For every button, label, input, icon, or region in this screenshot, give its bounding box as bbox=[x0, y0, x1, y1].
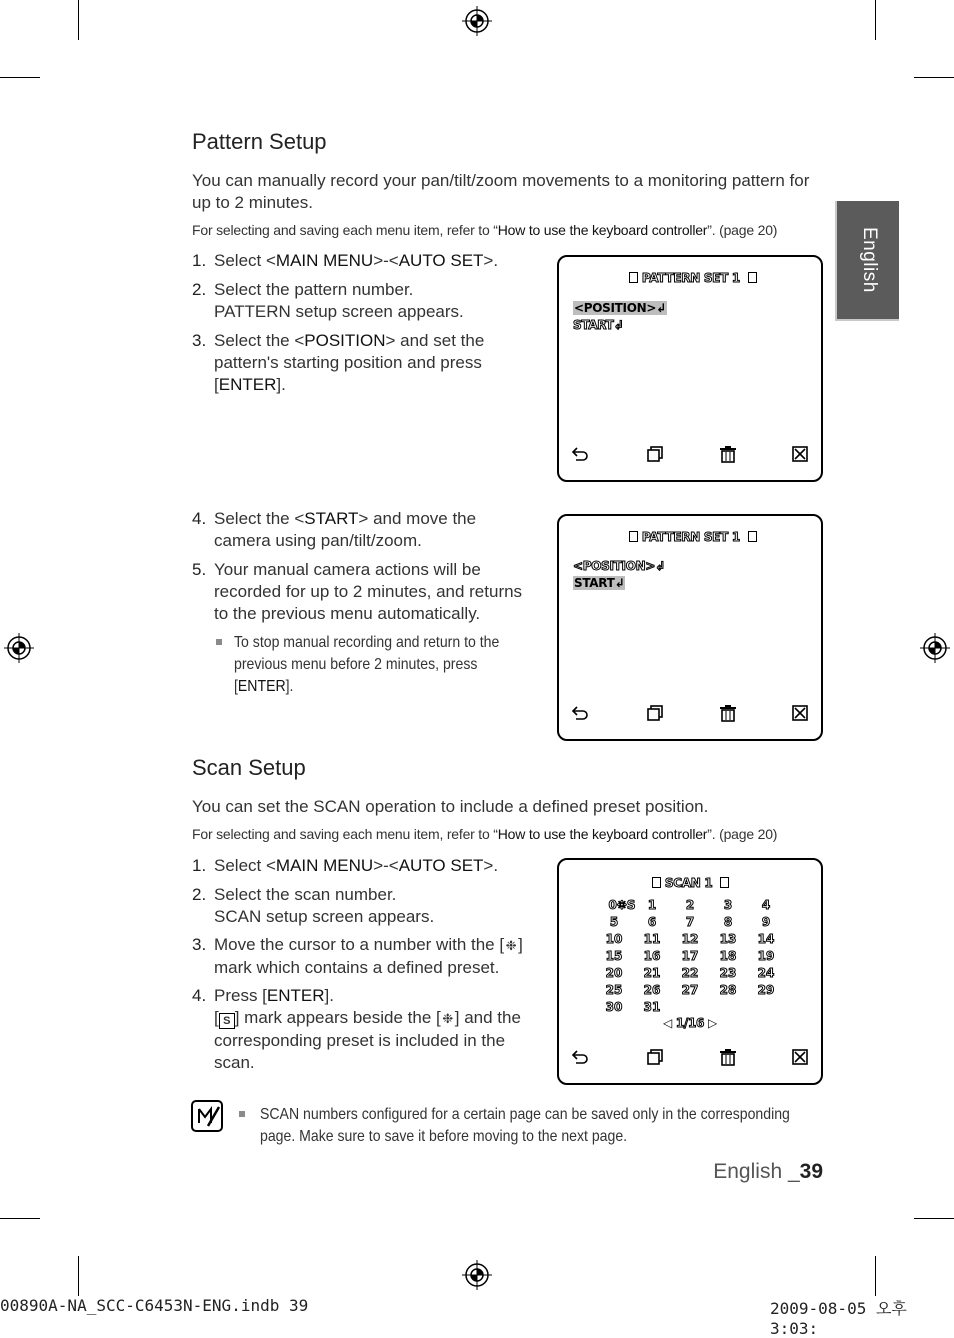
scan-cell[interactable]: 13 bbox=[719, 932, 737, 946]
crop-mark bbox=[78, 0, 79, 40]
scan-cell-selected[interactable]: 0❉S bbox=[608, 898, 636, 912]
copy-icon[interactable] bbox=[646, 1048, 664, 1066]
scan-cell[interactable]: 27 bbox=[681, 983, 699, 997]
reference-link: How to use the keyboard controller bbox=[497, 222, 708, 238]
scan-cell[interactable]: 2 bbox=[685, 898, 695, 912]
scan-cell[interactable]: 16 bbox=[643, 949, 661, 963]
scan-cell[interactable]: 19 bbox=[757, 949, 775, 963]
pattern-screen-1 bbox=[557, 255, 823, 482]
crop-mark bbox=[78, 1256, 79, 1296]
print-footer-file: 00890A-NA_SCC-C6453N-ENG.indb 39 bbox=[0, 1296, 309, 1315]
osd-title: PATTERN SET 1 bbox=[629, 271, 757, 285]
scan-cell[interactable]: 11 bbox=[643, 932, 661, 946]
back-icon[interactable] bbox=[571, 705, 591, 721]
scan-cell[interactable]: 7 bbox=[685, 915, 695, 929]
osd-title: PATTERN SET 1 bbox=[629, 530, 757, 544]
crop-mark bbox=[875, 0, 876, 40]
scan-cell[interactable]: 26 bbox=[643, 983, 661, 997]
crop-mark bbox=[914, 1218, 954, 1219]
scan-cell[interactable]: 30 bbox=[605, 1000, 623, 1014]
scan-cell[interactable]: 31 bbox=[643, 1000, 661, 1014]
osd-start-item: START↲ bbox=[574, 576, 625, 590]
scan-cell[interactable]: 28 bbox=[719, 983, 737, 997]
preset-mark-icon: ❉ bbox=[505, 938, 517, 953]
pattern-stop-note: To stop manual recording and return to the previous menu before 2 minutes, press [ENTER]. bbox=[234, 634, 500, 695]
scan-reference: For selecting and saving each menu item, refer to “How to use the keyboard controller”. (page 20) bbox=[192, 826, 778, 842]
scan-cell[interactable]: 15 bbox=[605, 949, 623, 963]
print-footer-date: 2009-08-05 오후 3:03: bbox=[770, 1299, 907, 1338]
back-icon[interactable] bbox=[571, 446, 591, 462]
scan-cell[interactable]: 6 bbox=[647, 915, 657, 929]
reference-link: How to use the keyboard controller bbox=[497, 826, 708, 842]
scan-cell[interactable]: 22 bbox=[681, 966, 699, 980]
osd-title: SCAN 1 bbox=[652, 876, 729, 890]
scan-cell[interactable]: 24 bbox=[757, 966, 775, 980]
preset-mark-icon: ❉ bbox=[442, 1011, 454, 1026]
scan-cell[interactable]: 25 bbox=[605, 983, 623, 997]
crop-mark bbox=[0, 1218, 40, 1219]
scan-cell[interactable]: 14 bbox=[757, 932, 775, 946]
scan-cell[interactable]: 5 bbox=[609, 915, 619, 929]
crop-mark bbox=[875, 1256, 876, 1296]
scan-mark-icon: S bbox=[219, 1013, 235, 1029]
osd-position-item: <POSITION>↲ bbox=[574, 301, 666, 315]
section-title-pattern: Pattern Setup bbox=[192, 129, 327, 154]
scan-cell[interactable]: 1 bbox=[647, 898, 657, 912]
scan-page-note: SCAN numbers configured for a certain page can be saved only in the corresponding page. Make sure to save it before moving to the next page. bbox=[260, 1106, 790, 1145]
scan-cell[interactable]: 3 bbox=[723, 898, 733, 912]
crop-mark bbox=[914, 77, 954, 78]
scan-cell[interactable]: 23 bbox=[719, 966, 737, 980]
registration-mark-icon bbox=[462, 1260, 492, 1290]
language-tab-label: English bbox=[859, 227, 880, 293]
scan-screen bbox=[557, 858, 823, 1085]
registration-mark-icon bbox=[4, 633, 34, 663]
section-title-scan: Scan Setup bbox=[192, 755, 306, 780]
registration-mark-icon bbox=[462, 6, 492, 36]
pattern-reference: For selecting and saving each menu item, refer to “How to use the keyboard controller”. (page 20) bbox=[192, 222, 778, 238]
osd-start-item: START↲ bbox=[573, 318, 624, 332]
back-icon[interactable] bbox=[571, 1049, 591, 1065]
copy-icon[interactable] bbox=[646, 704, 664, 722]
registration-mark-icon bbox=[920, 633, 950, 663]
pattern-intro: You can manually record your pan/tilt/zoom movements to a monitoring pattern for up to 2 minutes. bbox=[192, 171, 810, 212]
delete-icon[interactable] bbox=[719, 445, 737, 463]
scan-cell[interactable]: 20 bbox=[605, 966, 623, 980]
delete-icon[interactable] bbox=[719, 1048, 737, 1066]
copy-icon[interactable] bbox=[646, 445, 664, 463]
scan-cell[interactable]: 17 bbox=[681, 949, 699, 963]
scan-number-grid bbox=[559, 860, 821, 1083]
close-icon[interactable] bbox=[791, 704, 809, 722]
close-icon[interactable] bbox=[791, 445, 809, 463]
scan-cell[interactable]: 12 bbox=[681, 932, 699, 946]
scan-cell[interactable]: 8 bbox=[723, 915, 733, 929]
osd-page-indicator: ◁ 1/16 ▷ bbox=[663, 1016, 717, 1030]
language-tab bbox=[835, 201, 899, 321]
scan-cell[interactable]: 9 bbox=[761, 915, 771, 929]
delete-icon[interactable] bbox=[719, 704, 737, 722]
pattern-screen-2 bbox=[557, 514, 823, 741]
osd-position-item: <POSITION>↲ bbox=[573, 559, 665, 573]
scan-intro: You can set the SCAN operation to include a defined preset position. bbox=[192, 797, 709, 816]
close-icon[interactable] bbox=[791, 1048, 809, 1066]
note-icon bbox=[190, 1099, 224, 1133]
note-bullet bbox=[239, 1111, 245, 1117]
scan-cell[interactable]: 21 bbox=[643, 966, 661, 980]
scan-cell[interactable]: 29 bbox=[757, 983, 775, 997]
scan-cell[interactable]: 18 bbox=[719, 949, 737, 963]
crop-mark bbox=[0, 77, 40, 78]
scan-cell[interactable]: 10 bbox=[605, 932, 623, 946]
page-number: English _39 bbox=[713, 1160, 823, 1183]
scan-cell[interactable]: 4 bbox=[761, 898, 771, 912]
note-bullet bbox=[216, 639, 222, 645]
